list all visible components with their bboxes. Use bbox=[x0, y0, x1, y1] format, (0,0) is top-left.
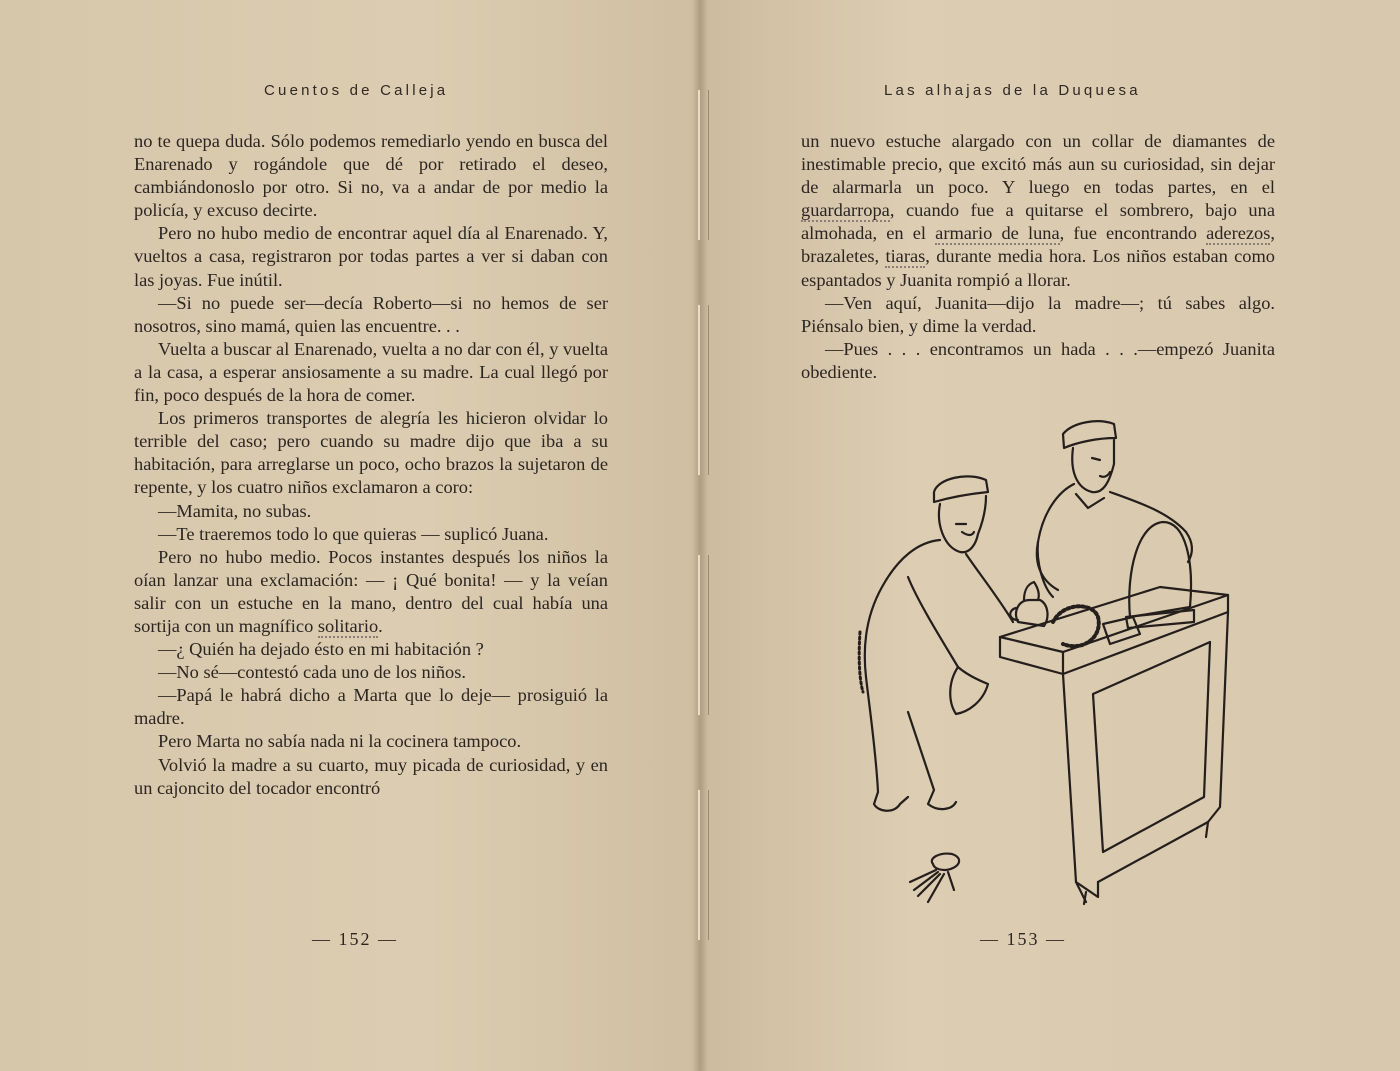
text-run: , durante media hora. Los niños estaban como espantados y Juanita rompió a llorar. bbox=[801, 246, 1275, 290]
page-number-left: — 152 — bbox=[312, 929, 398, 949]
paragraph: Pero no hubo medio de encontrar aquel día al Enarenado. Y, vueltos a casa, registraron por todas partes a ver si daban con las joyas. Fue inútil. bbox=[134, 223, 608, 290]
glass-dome bbox=[1129, 522, 1191, 617]
binding-thread bbox=[698, 90, 709, 240]
paragraph: —Si no puede ser—decía Roberto—si no hemos de ser nosotros, sino mamá, quien las encuentre. . . bbox=[134, 292, 608, 336]
paragraph: —Papá le habrá dicho a Marta que lo deje— prosiguió la madre. bbox=[134, 685, 608, 729]
cap bbox=[934, 476, 988, 502]
text-run: , brazaletes, bbox=[801, 223, 1275, 267]
paragraph: —Mamita, no subas. bbox=[158, 500, 312, 521]
text-run: , fue encontrando bbox=[1059, 223, 1207, 244]
binding-thread bbox=[698, 305, 709, 475]
binding-thread bbox=[698, 555, 709, 715]
paragraph bbox=[801, 130, 1275, 292]
cap bbox=[1063, 421, 1116, 448]
jug bbox=[1016, 600, 1047, 626]
glossed-word: solitario bbox=[317, 615, 379, 636]
binding-thread bbox=[698, 790, 709, 940]
text-run: un nuevo estuche alargado con un collar de diamantes de inestimable precio, que excitó más aun su curiosidad, sin dejar de alarmarla un poco. Y luego en todas partes, en el bbox=[801, 131, 1275, 198]
right-page-body bbox=[801, 130, 1275, 384]
paragraph: Los primeros transportes de alegría les hicieron olvidar lo terrible del caso; pero cuando su madre dijo que iba a su habitación, para arreglarse un poco, ocho brazos la sujetaron de repente, y los cuatro niños exclamaron a coro: bbox=[134, 408, 608, 498]
key-ring bbox=[932, 854, 959, 870]
glossed-word: armario de luna bbox=[935, 223, 1060, 244]
paragraph: Volvió la madre a su cuarto, muy picada de curiosidad, y en un cajoncito del tocador encontró bbox=[134, 754, 608, 798]
paragraph-text: Pero no hubo medio. Pocos instantes después los niños la oían lanzar una exclamación: — ¡ Qué bonita! — y la veían salir con un estuche en la mano, dentro del cual había una sortija con un magnífico bbox=[134, 546, 608, 636]
paragraph: Pero Marta no sabía nada ni la cocinera tampoco. bbox=[158, 731, 522, 752]
running-head-left: Cuentos de Calleja bbox=[264, 82, 449, 99]
paragraph: —Pues . . . encontramos un hada . . .—empezó Juanita obediente. bbox=[801, 338, 1275, 382]
paragraph: —No sé—contestó cada uno de los niños. bbox=[158, 662, 466, 683]
paragraph: no te quepa duda. Sólo podemos remediarlo yendo en busca del Enarenado y rogándole que dé por retirado el deseo, cambiándonoslo por otro. Si no, va a andar de por medio la policía, y excuso decirte. bbox=[134, 131, 608, 221]
running-head-right: Las alhajas de la Duquesa bbox=[884, 82, 1141, 99]
paragraph: —¿ Quién ha dejado ésto en mi habitación ? bbox=[158, 639, 484, 660]
glossed-word: tiaras bbox=[885, 246, 926, 267]
glossed-word: aderezos bbox=[1206, 223, 1271, 244]
line-drawing-two-men-at-dresser bbox=[848, 412, 1233, 912]
left-page-body bbox=[134, 130, 608, 800]
text-run: , cuando fue a quitarse el sombrero, bajo una almohada, en el bbox=[801, 200, 1275, 244]
paragraph-with-gloss: Pero no hubo medio. Pocos instantes después los niños la oían lanzar una exclamación: — ¡ Qué bonita! — y la veían salir con un estuche en la mano, dentro del cual había una sortija con un magnífico solitario. bbox=[134, 546, 608, 636]
paragraph: Vuelta a buscar al Enarenado, vuelta a no dar con él, y vuelta a la casa, a esperar ansiosamente a su madre. La cual llegó por fin, poco después de la hora de comer. bbox=[134, 338, 608, 406]
glossed-word: guardarropa bbox=[801, 200, 890, 221]
left-man-body bbox=[865, 540, 940, 677]
paragraph: —Ven aquí, Juanita—dijo la madre—; tú sabes algo. Piénsalo bien, y dime la verdad. bbox=[801, 292, 1275, 336]
page-number-right: — 153 — bbox=[980, 929, 1066, 949]
jewel-box bbox=[1103, 617, 1140, 644]
satchel bbox=[950, 667, 988, 714]
right-man-body bbox=[1037, 484, 1074, 590]
paragraph: —Te traeremos todo lo que quieras — suplicó Juana. bbox=[158, 523, 549, 544]
